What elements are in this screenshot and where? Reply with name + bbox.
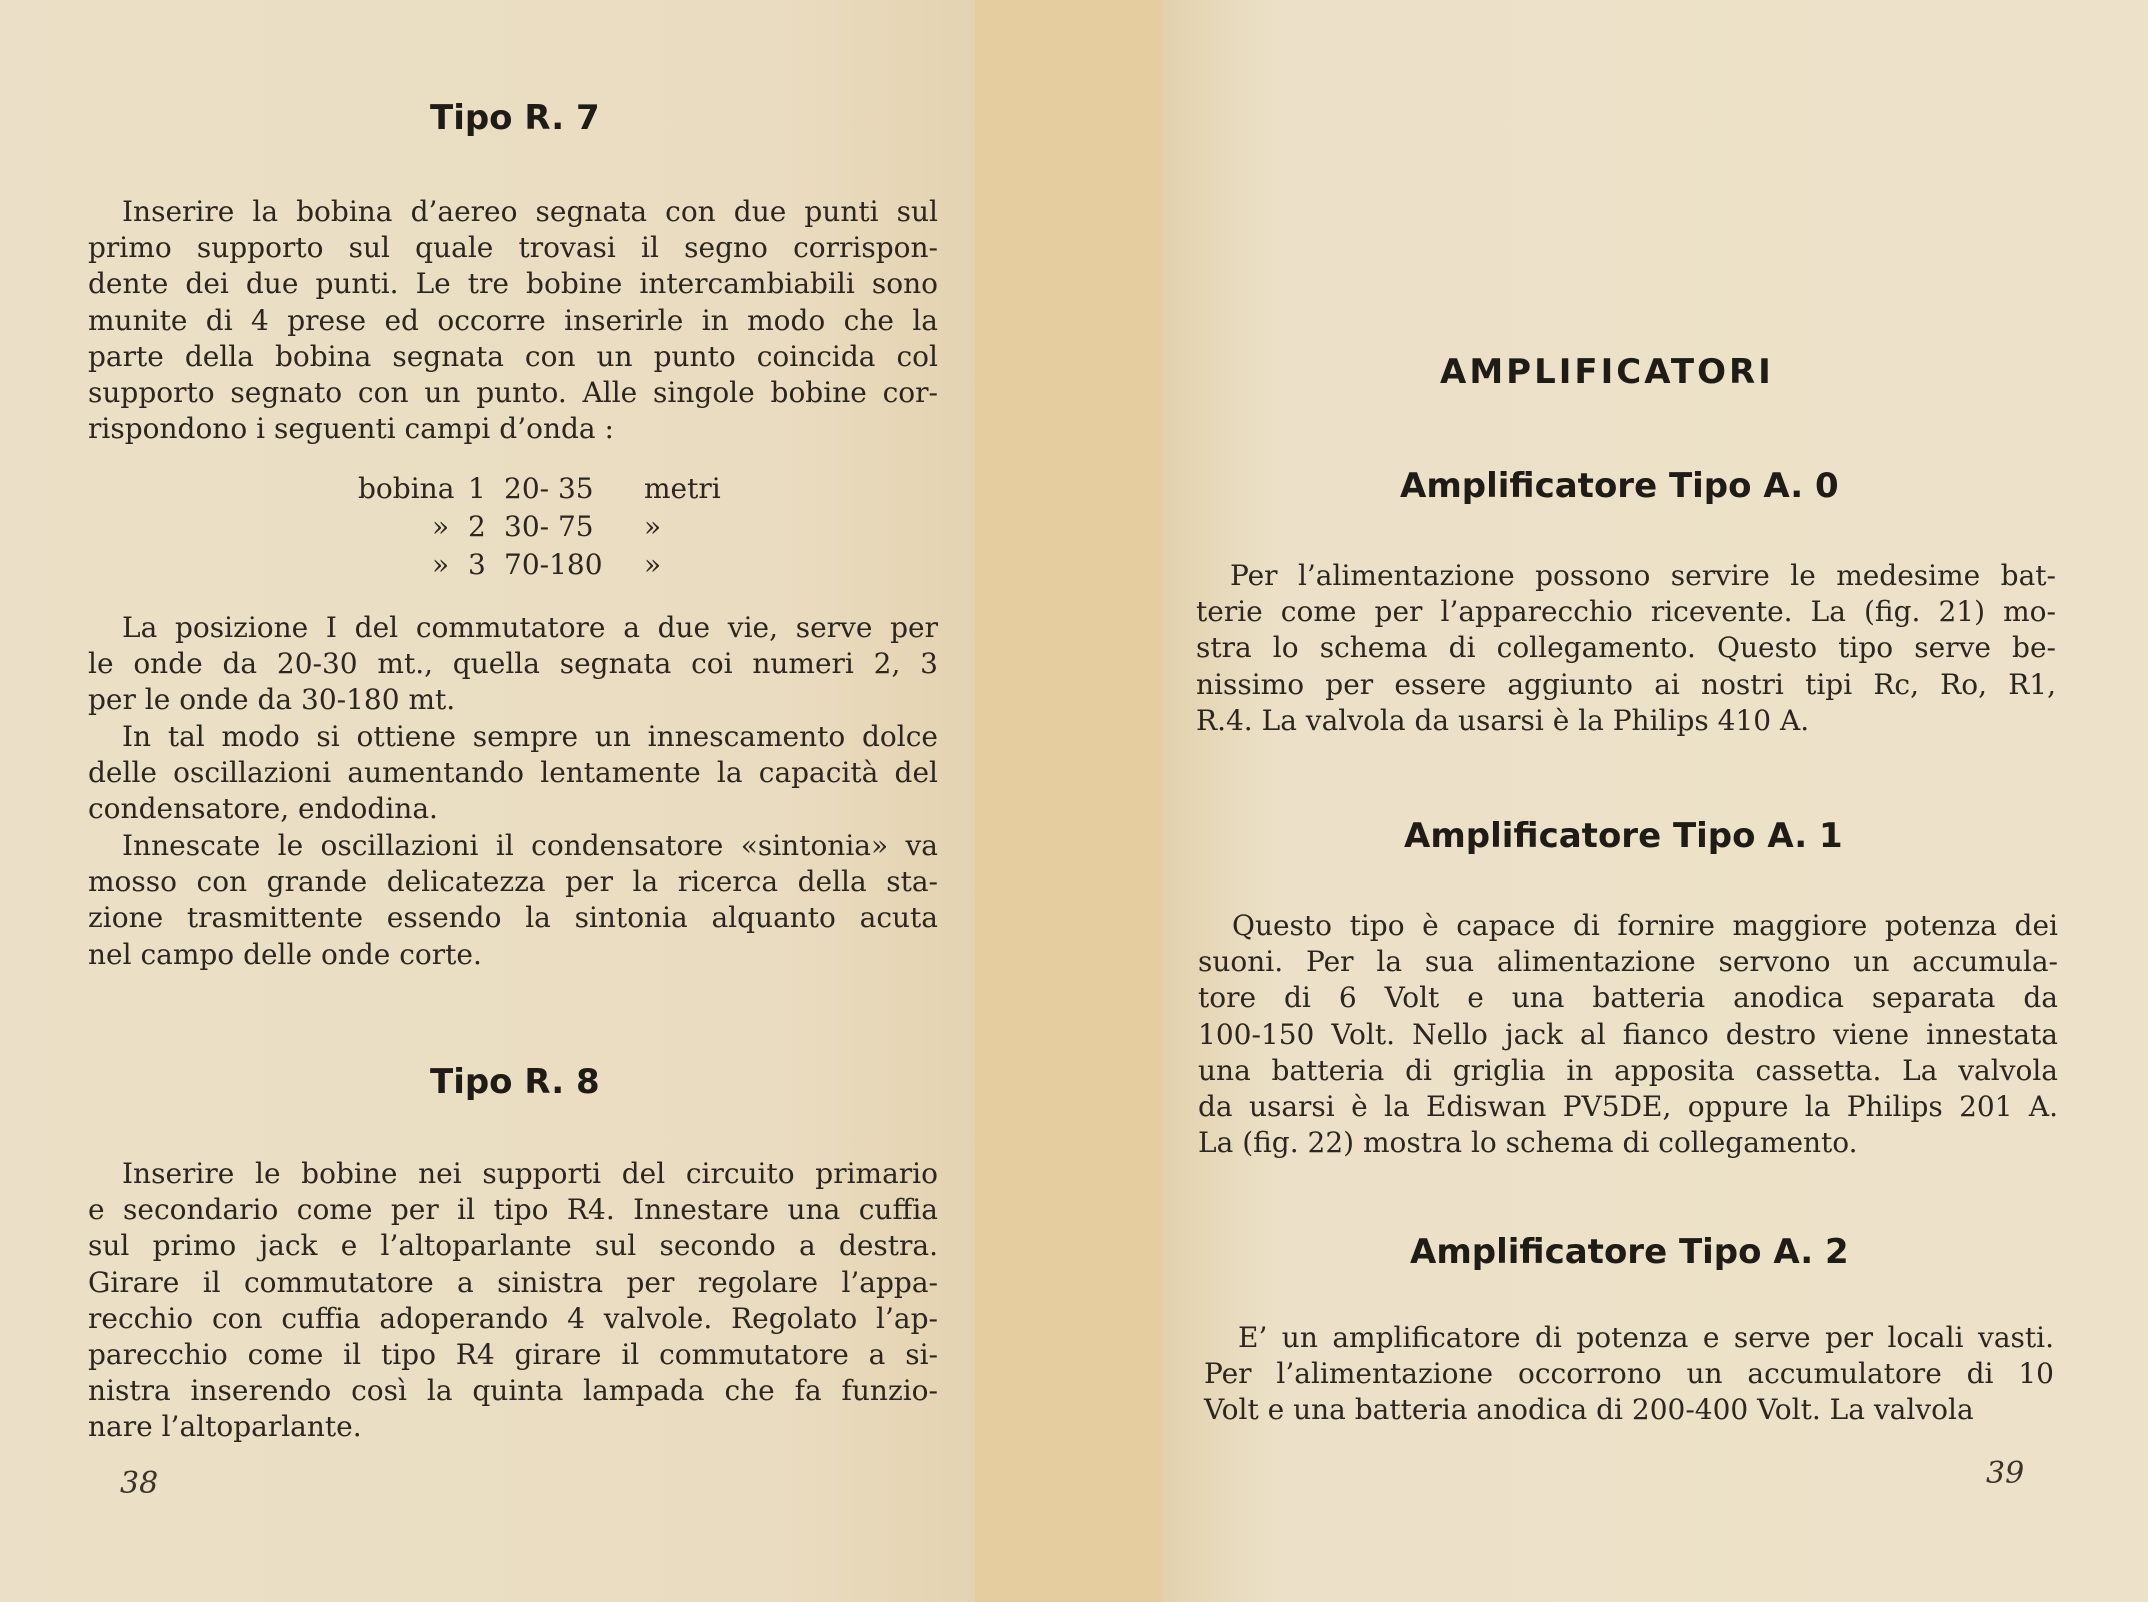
coil-number: 2 [468,510,486,543]
text-line: munite di 4 prese ed occorre inserirle in modo che la [88,303,938,337]
r8-paragraph [88,1156,938,1446]
text-line: recchio con cuffia adoperando 4 valvole. Regolato l’ap- [88,1301,938,1335]
coil-range-table [358,470,734,584]
text-line: nel campo delle onde corte. [88,937,482,971]
coil-range: 20- 35 [504,472,594,505]
text-line: primo supporto sul quale trovasi il segno corrispon- [88,231,938,265]
coil-number: 1 [468,472,486,505]
r7-paragraph-3 [88,719,938,828]
text-line: In tal modo si ottiene sempre un innescamento dolce [122,720,938,753]
text-line: terie come per l’apparecchio ricevente. La (fig. 21) mo- [1196,595,2056,629]
page-number-right: 39 [1986,1456,2025,1491]
coil-row [358,508,734,546]
text-line: da usarsi è la Ediswan PV5DE, oppure la Philips 201 A. [1198,1090,2058,1124]
text-line: tore di 6 Volt e una batteria anodica separata da [1198,981,2058,1015]
text-line: zione trasmittente essendo la sintonia alquanto acuta [88,901,938,935]
text-line: Inserire le bobine nei supporti del circuito primario [122,1157,938,1190]
text-line: parte della bobina segnata con un punto coincida col [88,339,938,373]
coil-label: » [432,510,450,543]
text-line: Questo tipo è capace di fornire maggiore potenza dei [1232,909,2058,942]
text-line: nissimo per essere aggiunto ai nostri tipi Rc, Ro, R1, [1196,667,2056,701]
heading-tipo-r7: Tipo R. 7 [430,98,600,138]
text-line: E’ un amplificatore di potenza e serve per locali vasti. [1238,1321,2054,1354]
text-line: dente dei due punti. Le tre bobine intercambiabili sono [88,267,938,301]
text-line: Per l’alimentazione occorrono un accumulatore di 10 [1204,1357,2054,1391]
text-line: rispondono i seguenti campi d’onda : [88,412,614,446]
text-line: le onde da 20-30 mt., quella segnata coi numeri 2, 3 [88,647,938,681]
text-line: Volt e una batteria anodica di 200-400 Volt. La valvola [1204,1393,1974,1427]
text-line: nistra inserendo così la quinta lampada che fa funzio- [88,1374,938,1408]
r7-paragraph-2 [88,610,938,719]
text-line: nare l’altoparlante. [88,1410,362,1444]
text-line: 100-150 Volt. Nello jack al fianco destro viene innestata [1198,1017,2058,1051]
coil-row [358,546,734,584]
text-line: sul primo jack e l’altoparlante sul secondo a destra. [88,1229,938,1263]
text-line: R.4. La valvola da usarsi è la Philips 410 A. [1196,703,1810,737]
coil-label: » [432,548,450,581]
section-title-amplificatori: AMPLIFICATORI [1440,352,1774,392]
coil-unit: » [644,548,662,581]
heading-tipo-r8: Tipo R. 8 [430,1062,600,1102]
text-line: Girare il commutatore a sinistra per regolare l’appa- [88,1265,938,1299]
text-line: mosso con grande delicatezza per la ricerca della sta- [88,865,938,899]
text-line: Inserire la bobina d’aereo segnata con due punti sul [122,195,938,228]
coil-unit: » [644,510,662,543]
text-line: stra lo schema di collegamento. Questo tipo serve be- [1196,631,2056,665]
heading-amplificatore-a1: Amplificatore Tipo A. 1 [1404,816,1843,856]
text-line: e secondario come per il tipo R4. Innestare una cuffia [88,1193,938,1227]
a2-paragraph [1204,1320,2054,1429]
a1-paragraph [1198,908,2058,1161]
text-line: Per l’alimentazione possono servire le medesime bat- [1230,559,2056,592]
r7-paragraph-1 [88,194,938,447]
page-number-left: 38 [120,1466,159,1501]
text-line: delle oscillazioni aumentando lentamente la capacità del [88,756,938,790]
book-gutter [975,0,1162,1602]
text-line: suoni. Per la sua alimentazione servono un accumula- [1198,945,2058,979]
text-line: condensatore, endodina. [88,792,438,826]
text-line: La posizione I del commutatore a due vie, serve per [122,611,938,644]
text-line: per le onde da 30-180 mt. [88,683,456,717]
heading-amplificatore-a0: Amplificatore Tipo A. 0 [1400,466,1839,506]
coil-unit: metri [644,472,721,505]
coil-row [358,470,734,508]
text-line: supporto segnato con un punto. Alle singole bobine cor- [88,376,938,410]
text-line: Innescate le oscillazioni il condensatore «sintonia» va [122,829,938,862]
text-line: una batteria di griglia in apposita cassetta. La valvola [1198,1053,2058,1087]
coil-label: bobina [358,472,455,505]
r7-paragraph-4 [88,828,938,973]
text-line: parecchio come il tipo R4 girare il commutatore a si- [88,1338,938,1372]
coil-range: 30- 75 [504,510,594,543]
text-line: La (fig. 22) mostra lo schema di collegamento. [1198,1126,1858,1160]
coil-range: 70-180 [504,548,603,581]
a0-paragraph [1196,558,2056,739]
coil-number: 3 [468,548,486,581]
heading-amplificatore-a2: Amplificatore Tipo A. 2 [1410,1232,1849,1272]
